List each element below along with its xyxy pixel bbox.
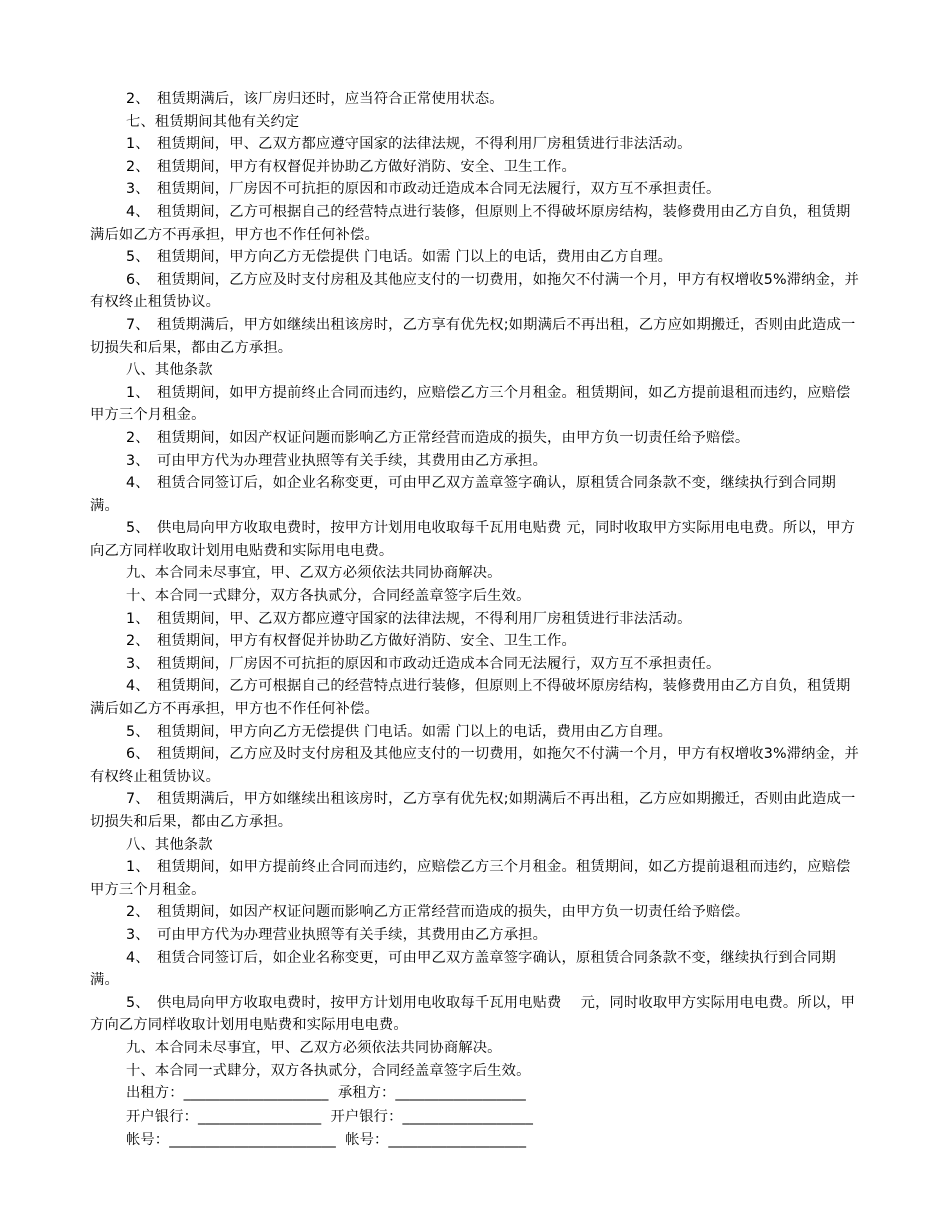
section-heading: 八、其他条款	[126, 362, 213, 379]
clause-paragraph: 7、 租赁期满后，甲方如继续出租该房时，乙方享有优先权;如期满后不再出租，乙方应如期搬迁，否则由此造成一切损失和后果，都由乙方承担。	[90, 791, 856, 830]
contract-clauses	[90, 88, 860, 1082]
clause-paragraph: 2、 租赁期间，如因产权证问题而影响乙方正常经营而造成的损失，由甲方负一切责任给予赔偿。	[126, 429, 750, 446]
clause-paragraph: 1、 租赁期间，如甲方提前终止合同而违约，应赔偿乙方三个月租金。租赁期间，如乙方提前退租而违约，应赔偿甲方三个月租金。	[90, 384, 851, 424]
clause-paragraph: 3、 租赁期间，厂房因不可抗拒的原因和市政动迁造成本合同无法履行，双方互不承担责任。	[126, 181, 721, 198]
section-heading: 十、本合同一式肆分，双方各执贰分，合同经盖章签字后生效。	[126, 1062, 531, 1079]
clause-paragraph: 1、 租赁期间，甲、乙双方都应遵守国家的法律法规，不得利用厂房租赁进行非法活动。	[126, 610, 692, 627]
clause-paragraph: 2、 租赁期满后，该厂房归还时，应当符合正常使用状态。	[126, 91, 504, 107]
clause-paragraph: 2、 租赁期间，甲方有权督促并协助乙方做好消防、安全、卫生工作。	[126, 158, 576, 175]
signature-account-line: 帐号：_______________________ 帐号：___________________	[126, 1132, 527, 1149]
section-heading: 七、租赁期间其他有关约定	[126, 113, 300, 130]
clause-paragraph: 2、 租赁期间，甲方有权督促并协助乙方做好消防、安全、卫生工作。	[126, 633, 576, 650]
clause-paragraph: 1、 租赁期间，甲、乙双方都应遵守国家的法律法规，不得利用厂房租赁进行非法活动。	[126, 136, 692, 153]
clause-paragraph: 6、 租赁期间，乙方应及时支付房租及其他应支付的一切费用，如拖欠不付满一个月，甲方有权增收5%滞纳金，并有权终止租赁协议。	[90, 271, 859, 311]
clause-paragraph: 4、 租赁合同签订后，如企业名称变更，可由甲乙双方盖章签字确认，原租赁合同条款不变，继续执行到合同期满。	[90, 475, 836, 514]
section-heading: 九、本合同未尽事宜，甲、乙双方必须依法共同协商解决。	[126, 565, 502, 582]
signature-bank-line: 开户银行：_________________ 开户银行：__________________	[126, 1108, 533, 1125]
clause-paragraph: 4、 租赁合同签订后，如企业名称变更，可由甲乙双方盖章签字确认，原租赁合同条款不变，继续执行到合同期满。	[90, 949, 836, 989]
clause-paragraph: 3、 可由甲方代为办理营业执照等有关手续，其费用由乙方承担。	[126, 926, 548, 943]
signature-lessor-line: 出租方：____________________ 承租方：__________________	[126, 1085, 526, 1102]
clause-paragraph: 1、 租赁期间，如甲方提前终止合同而违约，应赔偿乙方三个月租金。租赁期间，如乙方提前退租而违约，应赔偿甲方三个月租金。	[90, 859, 851, 898]
clause-paragraph: 7、 租赁期满后，甲方如继续出租该房时，乙方享有优先权;如期满后不再出租，乙方应如期搬迁，否则由此造成一切损失和后果，都由乙方承担。	[90, 316, 856, 356]
clause-paragraph: 4、 租赁期间，乙方可根据自己的经营特点进行装修，但原则上不得破坏原房结构，装修费用由乙方自负，租赁期满后如乙方不再承担，甲方也不作任何补偿。	[90, 678, 851, 718]
clause-paragraph: 3、 可由甲方代为办理营业执照等有关手续，其费用由乙方承担。	[126, 452, 548, 469]
section-heading: 九、本合同未尽事宜，甲、乙双方必须依法共同协商解决。	[126, 1039, 502, 1056]
clause-paragraph: 4、 租赁期间，乙方可根据自己的经营特点进行装修，但原则上不得破坏原房结构，装修费用由乙方自负，租赁期满后如乙方不再承担，甲方也不作任何补偿。	[90, 203, 851, 243]
clause-paragraph: 2、 租赁期间，如因产权证问题而影响乙方正常经营而造成的损失，由甲方负一切责任给予赔偿。	[126, 904, 750, 921]
clause-paragraph: 6、 租赁期间，乙方应及时支付房租及其他应支付的一切费用，如拖欠不付满一个月，甲方有权增收3%滞纳金，并有权终止租赁协议。	[90, 746, 859, 785]
section-heading: 八、其他条款	[126, 836, 213, 853]
document-body	[90, 88, 860, 1153]
clause-paragraph: 5、 租赁期间，甲方向乙方无偿提供 门电话。如需 门以上的电话，费用由乙方自理。	[126, 249, 673, 266]
clause-paragraph: 5、 供电局向甲方收取电费时，按甲方计划用电收取每千瓦用电贴费 元，同时收取甲方实际用电电费。所以，甲方向乙方同样收取计划用电贴费和实际用电电费。	[90, 994, 856, 1034]
clause-paragraph: 5、 供电局向甲方收取电费时，按甲方计划用电收取每千瓦用电贴费 元，同时收取甲方实际用电电费。所以，甲方向乙方同样收取计划用电贴费和实际用电电费。	[90, 520, 856, 559]
clause-paragraph: 5、 租赁期间，甲方向乙方无偿提供 门电话。如需 门以上的电话，费用由乙方自理。	[126, 723, 673, 740]
section-heading: 十、本合同一式肆分，双方各执贰分，合同经盖章签字后生效。	[126, 588, 531, 605]
clause-paragraph: 3、 租赁期间，厂房因不可抗拒的原因和市政动迁造成本合同无法履行，双方互不承担责任。	[126, 655, 721, 672]
